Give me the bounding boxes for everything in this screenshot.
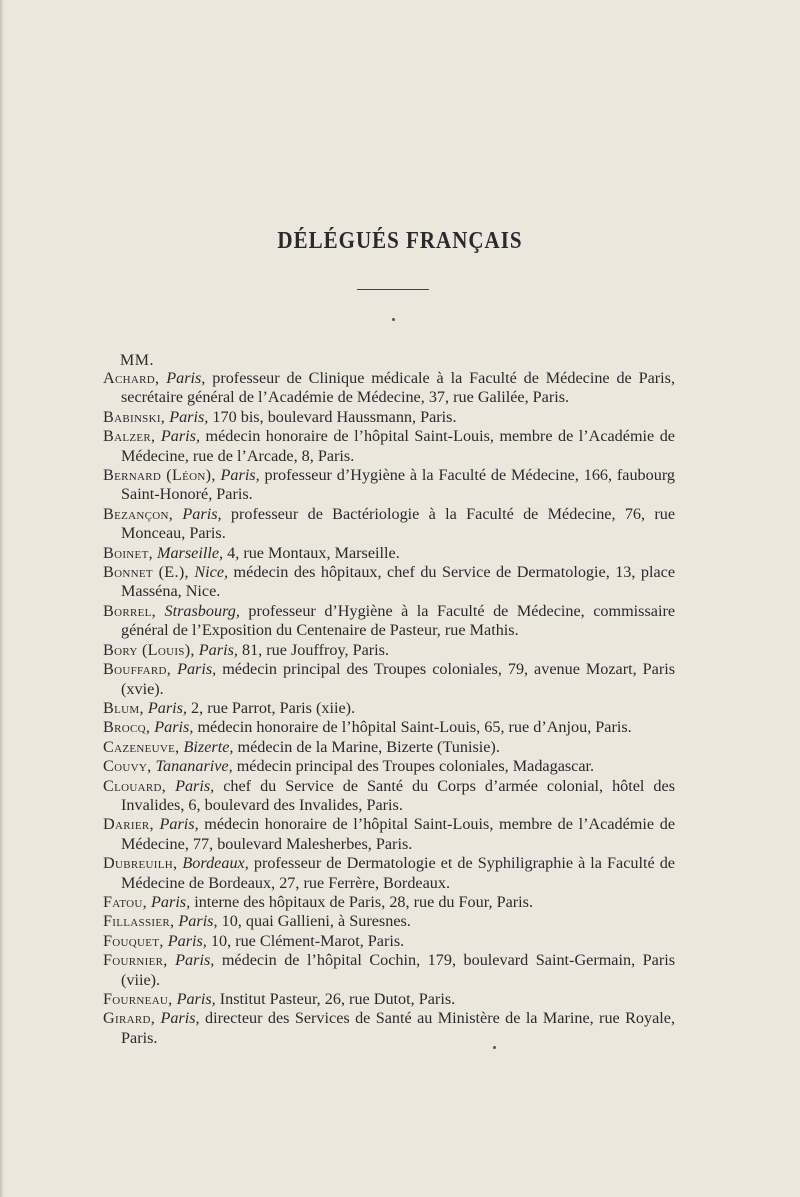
delegate-entry xyxy=(103,854,675,893)
delegate-name: Achard, xyxy=(103,369,160,387)
delegate-entry xyxy=(103,544,675,563)
delegate-name: Couvy, xyxy=(103,757,152,776)
delegate-name: Babinski, xyxy=(103,407,166,426)
delegate-entry xyxy=(103,777,675,816)
delegate-name: Darier, xyxy=(103,815,154,834)
delegate-city: Paris, xyxy=(147,698,187,717)
delegate-name: Fournier, xyxy=(103,951,168,970)
delegate-entry xyxy=(103,641,675,660)
delegate-name: Clouard, xyxy=(103,776,167,795)
delegate-city: Bordeaux, xyxy=(182,854,249,873)
delegate-details: professeur de Clinique médicale à la Faculté de Médecine de Paris, secrétaire général de l’Académie de Médecine, 37, rue Galilée, Paris. xyxy=(121,369,676,407)
delegate-entry xyxy=(103,602,675,641)
delegate-details: 170 bis, boulevard Haussmann, Paris. xyxy=(212,407,457,426)
delegate-name: Dubreuilh, xyxy=(103,854,178,873)
page-title: DÉLÉGUÉS FRANÇAIS xyxy=(277,226,523,254)
delegate-list xyxy=(103,369,675,1048)
delegate-entry xyxy=(103,738,675,757)
delegate-city: Paris, xyxy=(177,660,217,679)
delegate-details: médecin de la Marine, Bizerte (Tunisie). xyxy=(237,737,500,756)
delegate-city: Paris, xyxy=(154,718,194,737)
delegate-city: Paris, xyxy=(175,776,215,795)
delegate-name: Fillassier, xyxy=(103,912,175,931)
delegate-city: Paris, xyxy=(160,427,201,446)
delegate-details: professeur d’Hygiène à la Faculté de Médecine, 166, faubourg Saint-Honoré, Paris. xyxy=(121,466,676,504)
delegate-entry xyxy=(103,466,675,505)
delegate-city: Nice, xyxy=(194,563,229,582)
delegate-city: Paris, xyxy=(169,407,209,426)
delegate-entry xyxy=(103,893,675,912)
delegate-name: Fouquet, xyxy=(103,931,164,950)
delegate-details: directeur des Services de Santé au Ministère de la Marine, rue Royale, Paris. xyxy=(121,1009,676,1047)
delegate-entry xyxy=(103,951,675,990)
delegate-name: Balzer, xyxy=(103,427,156,446)
delegate-city: Bizerte, xyxy=(183,737,234,756)
delegate-details: médecin de l’hôpital Cochin, 179, boulevard Saint-Germain, Paris (viie). xyxy=(121,951,676,989)
title-rule xyxy=(357,289,429,290)
delegate-details: médecin honoraire de l’hôpital Saint-Louis, membre de l’Académie de Médecine, 77, boulevard Malesherbes, Paris. xyxy=(121,815,675,853)
delegate-entry xyxy=(103,505,675,544)
delegate-entry xyxy=(103,408,675,427)
delegate-entry xyxy=(103,1009,675,1048)
delegate-details: médecin honoraire de l’hôpital Saint-Louis, membre de l’Académie de Médecine, rue de l’Arcade, 8, Paris. xyxy=(121,427,675,465)
delegate-name: Brocq, xyxy=(103,718,151,737)
delegate-entry xyxy=(103,757,675,776)
delegate-name: Borrel, xyxy=(103,601,156,620)
delegate-city: Paris, xyxy=(198,640,238,659)
delegate-city: Paris, xyxy=(176,990,216,1008)
delegate-city: Marseille, xyxy=(156,543,224,562)
salutation: MM. xyxy=(120,352,154,369)
delegate-entry xyxy=(103,932,675,951)
delegate-name: Cazeneuve, xyxy=(103,737,180,756)
delegate-details: 10, rue Clément-Marot, Paris. xyxy=(210,931,405,950)
delegate-details: médecin principal des Troupes coloniales, 79, avenue Mozart, Paris (xvie). xyxy=(121,660,676,698)
delegate-entry xyxy=(103,660,675,699)
delegate-entry xyxy=(103,369,675,408)
delegate-name: Bory (Louis), xyxy=(103,640,195,659)
delegate-entry xyxy=(103,699,675,718)
delegate-city: Paris, xyxy=(182,504,222,523)
delegate-city: Tananarive, xyxy=(155,757,233,776)
delegate-name: Bouffard, xyxy=(103,660,172,679)
delegate-entry xyxy=(103,427,675,466)
speck xyxy=(392,318,395,321)
delegate-details: professeur d’Hygiène à la Faculté de Médecine, commissaire général de l’Exposition du Centenaire de Pasteur, rue Mathis. xyxy=(121,601,676,640)
delegate-details: interne des hôpitaux de Paris, 28, rue du Four, Paris. xyxy=(194,892,534,911)
delegate-details: professeur de Bactériologie à la Faculté de Médecine, 76, rue Monceau, Paris. xyxy=(121,504,676,543)
delegate-details: chef du Service de Santé du Corps d’armée colonial, hôtel des Invalides, 6, boulevard des Invalides, Paris. xyxy=(121,776,676,814)
delegate-city: Paris, xyxy=(166,369,206,387)
delegate-name: Blum, xyxy=(103,698,144,717)
delegate-details: professeur de Dermatologie et de Syphiligraphie à la Faculté de Médecine de Bordeaux, 27, rue Ferrère, Bordeaux. xyxy=(121,854,675,892)
delegate-details: médecin des hôpitaux, chef du Service de Dermatologie, 13, place Masséna, Nice. xyxy=(121,563,676,601)
delegate-city: Paris, xyxy=(151,892,191,911)
delegate-details: médecin principal des Troupes coloniales, Madagascar. xyxy=(236,757,595,776)
delegate-details: 4, rue Montaux, Marseille. xyxy=(227,543,400,562)
delegate-name: Girard, xyxy=(103,1009,156,1028)
delegate-name: Fourneau, xyxy=(103,990,173,1008)
delegate-details: médecin honoraire de l’hôpital Saint-Louis, 65, rue d’Anjou, Paris. xyxy=(197,718,632,737)
delegate-city: Paris, xyxy=(175,951,215,970)
delegate-entry xyxy=(103,563,675,602)
delegate-entry xyxy=(103,718,675,737)
delegate-entry xyxy=(103,990,675,1009)
delegate-city: Paris, xyxy=(160,1009,200,1028)
delegate-name: Bonnet (E.), xyxy=(103,563,189,582)
delegate-details: 81, rue Jouffroy, Paris. xyxy=(241,640,389,659)
delegate-city: Paris, xyxy=(178,912,218,931)
delegate-details: 10, quai Gallieni, à Suresnes. xyxy=(221,912,411,931)
delegate-city: Paris, xyxy=(220,466,260,485)
delegate-city: Paris, xyxy=(167,931,207,950)
delegate-name: Bezançon, xyxy=(103,504,174,523)
delegate-city: Paris, xyxy=(159,815,199,834)
delegate-name: Fatou, xyxy=(103,892,147,911)
page-edge xyxy=(0,0,4,1197)
delegate-details: 2, rue Parrot, Paris (xiie). xyxy=(191,698,356,717)
delegate-entry xyxy=(103,815,675,854)
delegate-entry xyxy=(103,912,675,931)
delegate-name: Boinet, xyxy=(103,543,153,562)
delegate-city: Strasbourg, xyxy=(164,601,240,620)
delegate-name: Bernard (Léon), xyxy=(103,466,216,485)
delegate-details: Institut Pasteur, 26, rue Dutot, Paris. xyxy=(219,990,456,1008)
